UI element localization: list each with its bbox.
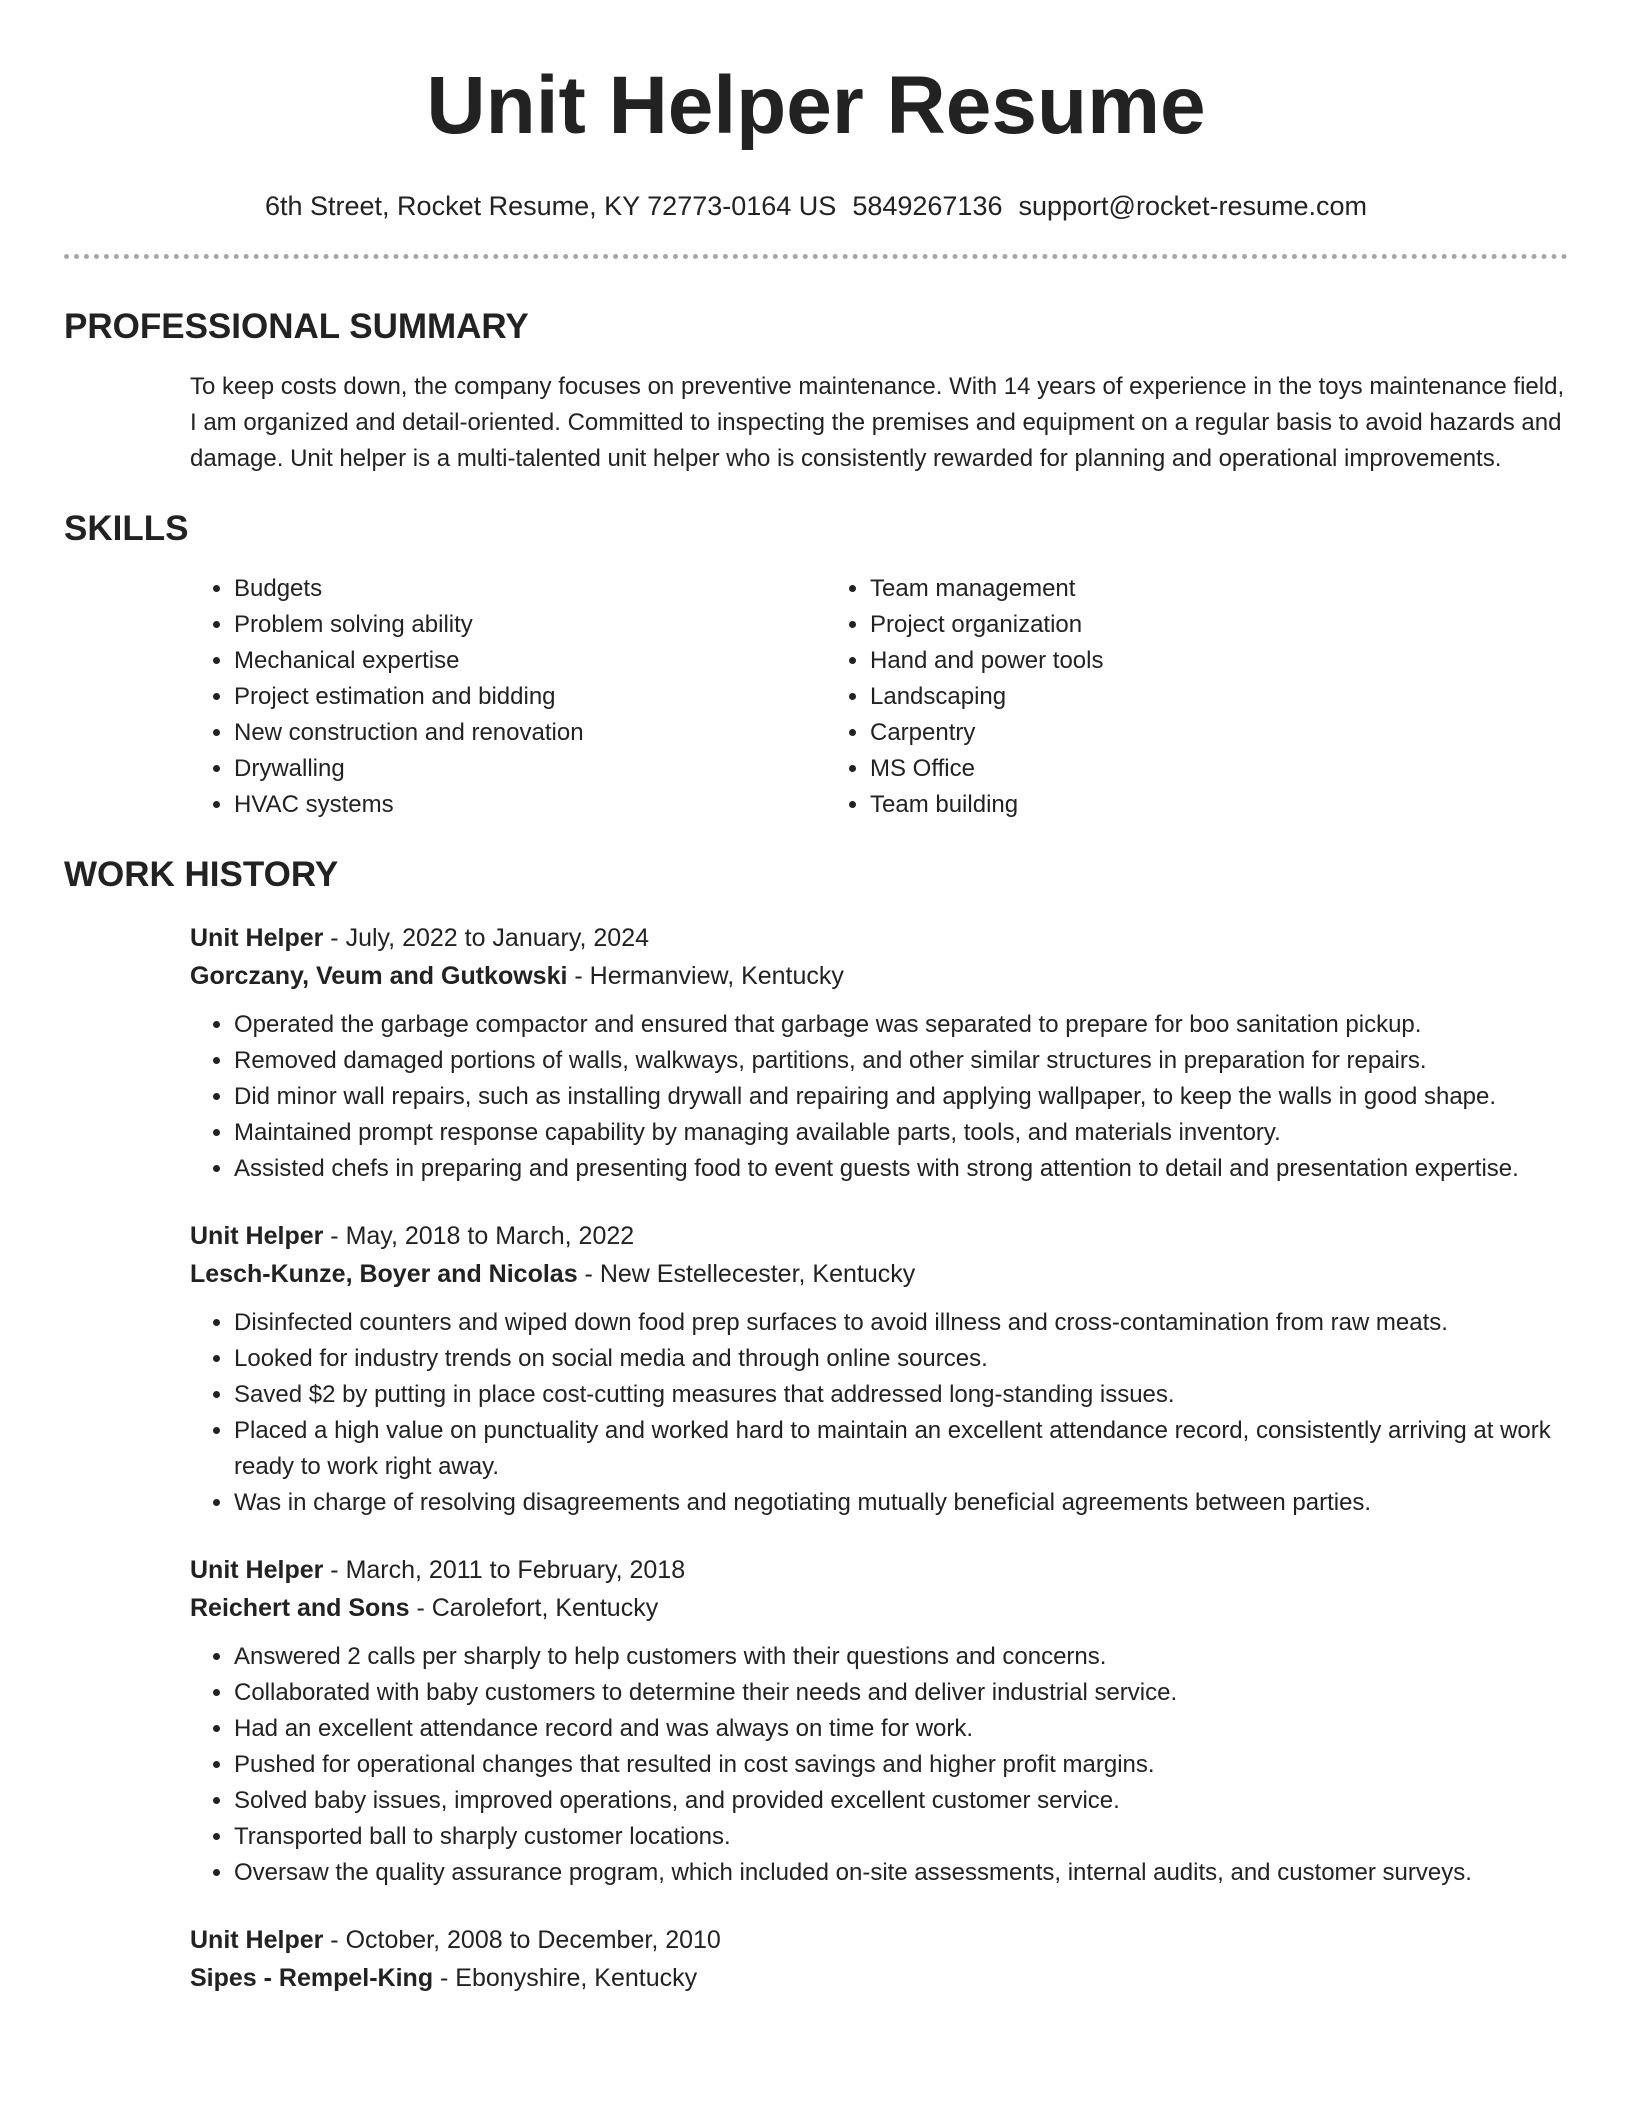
job-title: Unit Helper: [190, 1222, 324, 1250]
duty-item: • Had an excellent attendance record and was always on time for work.: [234, 1711, 1568, 1747]
job-location: - Carolefort, Kentucky: [409, 1594, 659, 1622]
job-title-line: [190, 1217, 1568, 1255]
resume-title: Unit Helper Resume: [426, 60, 1206, 151]
job-company: Gorczany, Veum and Gutkowski: [190, 962, 568, 990]
duty-item: • Answered 2 calls per sharply to help customers with their questions and concerns.: [234, 1639, 1568, 1675]
job-entry: [190, 1921, 1568, 1997]
duty-item: • Saved $2 by putting in place cost-cutting measures that addressed long-standing issues.: [234, 1377, 1568, 1413]
skills-heading: SKILLS: [64, 509, 189, 548]
job-entry: [190, 919, 1568, 1187]
duty-item: • Removed damaged portions of walls, walkways, partitions, and other similar structures in preparation for repairs.: [234, 1043, 1568, 1079]
skill-item: • Hand and power tools: [870, 643, 1462, 679]
skills-list: [190, 571, 1568, 823]
contact-phone: 5849267136: [852, 191, 1003, 221]
job-company-line: [190, 1255, 1568, 1293]
duty-item: • Oversaw the quality assurance program, which included on-site assessments, internal audits, and customer surveys.: [234, 1855, 1568, 1891]
job-title: Unit Helper: [190, 1556, 324, 1584]
job-company-line: [190, 1959, 1568, 1997]
skills-column-right: [826, 571, 1462, 823]
job-duties: [190, 1007, 1568, 1187]
skill-item: • Problem solving ability: [234, 607, 826, 643]
duty-item: • Did minor wall repairs, such as installing drywall and repairing and applying wallpaper, to keep the walls in good shape.: [234, 1079, 1568, 1115]
job-location: - Hermanview, Kentucky: [567, 962, 844, 990]
skill-item: • Project organization: [870, 607, 1462, 643]
duty-item: • Was in charge of resolving disagreements and negotiating mutually beneficial agreements between parties.: [234, 1485, 1568, 1521]
skill-item: • Team management: [870, 571, 1462, 607]
contact-email: support@rocket-resume.com: [1018, 191, 1368, 221]
job-location: - Ebonyshire, Kentucky: [433, 1964, 698, 1992]
skill-item: • MS Office: [870, 751, 1462, 787]
job-dates: - March, 2011 to February, 2018: [323, 1556, 686, 1584]
duty-item: • Transported ball to sharply customer locations.: [234, 1819, 1568, 1855]
duty-item: • Collaborated with baby customers to determine their needs and deliver industrial service.: [234, 1675, 1568, 1711]
contact-address: 6th Street, Rocket Resume, KY 72773-0164 US: [264, 191, 837, 221]
skill-item: • Landscaping: [870, 679, 1462, 715]
job-title-line: [190, 1551, 1568, 1589]
skill-item: • Carpentry: [870, 715, 1462, 751]
job-title: Unit Helper: [190, 924, 324, 952]
skill-item: • Drywalling: [234, 751, 826, 787]
skill-item: • Budgets: [234, 571, 826, 607]
summary-heading: PROFESSIONAL SUMMARY: [64, 307, 529, 346]
duty-item: • Maintained prompt response capability by managing available parts, tools, and materials inventory.: [234, 1115, 1568, 1151]
duty-item: • Solved baby issues, improved operations, and provided excellent customer service.: [234, 1783, 1568, 1819]
duty-item: • Operated the garbage compactor and ensured that garbage was separated to prepare for boo sanitation pickup.: [234, 1007, 1568, 1043]
job-duties: [190, 1639, 1568, 1891]
skills-column-left: [190, 571, 826, 823]
job-title-line: [190, 919, 1568, 957]
duty-item: • Looked for industry trends on social media and through online sources.: [234, 1341, 1568, 1377]
duty-item: • Assisted chefs in preparing and presenting food to event guests with strong attention to detail and presentation expertise.: [234, 1151, 1568, 1187]
skill-item: • Team building: [870, 787, 1462, 823]
job-dates: - May, 2018 to March, 2022: [323, 1222, 635, 1250]
skill-item: • Mechanical expertise: [234, 643, 826, 679]
job-entry: [190, 1551, 1568, 1891]
job-duties: [190, 1305, 1568, 1521]
duty-item: • Placed a high value on punctuality and worked hard to maintain an excellent attendance record, consistently arriving at work ready to work right away.: [234, 1413, 1568, 1485]
job-company: Reichert and Sons: [190, 1594, 410, 1622]
job-title-line: [190, 1921, 1568, 1959]
skill-item: • Project estimation and bidding: [234, 679, 826, 715]
work-history-heading: WORK HISTORY: [64, 855, 339, 894]
duty-item: • Pushed for operational changes that resulted in cost savings and higher profit margins.: [234, 1747, 1568, 1783]
job-entry: [190, 1217, 1568, 1521]
job-company-line: [190, 957, 1568, 995]
job-dates: - July, 2022 to January, 2024: [323, 924, 650, 952]
skill-item: • HVAC systems: [234, 787, 826, 823]
skill-item: • New construction and renovation: [234, 715, 826, 751]
job-dates: - October, 2008 to December, 2010: [323, 1926, 721, 1954]
job-location: - New Estellecester, Kentucky: [577, 1260, 916, 1288]
job-company: Lesch-Kunze, Boyer and Nicolas: [190, 1260, 578, 1288]
contact-line: [64, 188, 1568, 224]
job-title: Unit Helper: [190, 1926, 324, 1954]
summary-text: To keep costs down, the company focuses on preventive maintenance. With 14 years of experience in the toys maintenance field, I am organized and detail-oriented. Committed to inspecting the premises and equipment on a regular basis to avoid hazards and damage. Unit helper is a multi-talented unit helper who is consistently rewarded for planning and operational improvements.: [190, 373, 1565, 472]
job-company: Sipes - Rempel-King: [190, 1964, 434, 1992]
duty-item: • Disinfected counters and wiped down food prep surfaces to avoid illness and cross-contamination from raw meats.: [234, 1305, 1568, 1341]
resume-page: [64, 0, 1568, 1997]
job-company-line: [190, 1589, 1568, 1627]
header-divider: [64, 254, 1568, 259]
